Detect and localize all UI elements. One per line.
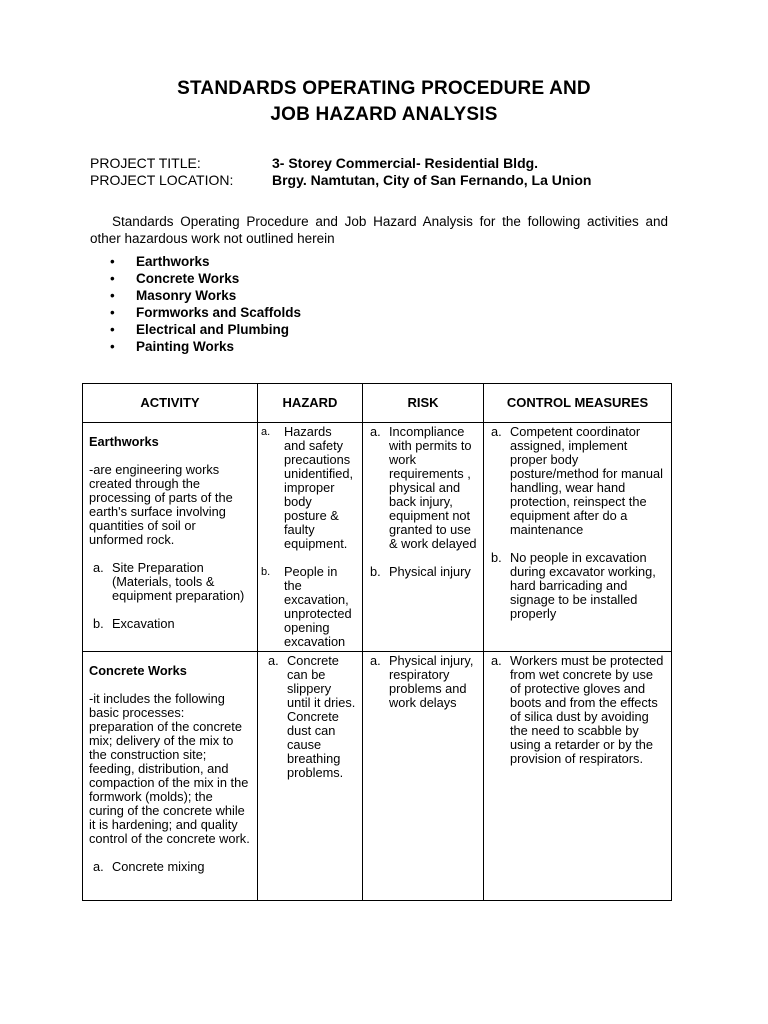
header-activity: ACTIVITY xyxy=(83,384,258,423)
intro-paragraph: Standards Operating Procedure and Job Hazard Analysis for the following activities and other hazardous work not outlined herein xyxy=(90,214,668,246)
activity-description: -it includes the following basic processes: preparation of the concrete mix; delivery of the mix to the construction site; feeding, distribution, and compaction of the mix in the formwork (molds); the curing of the concrete while it is hardening; and quality control of the concrete work. xyxy=(89,691,250,846)
document-title-line-2: JOB HAZARD ANALYSIS xyxy=(270,104,498,125)
list-item: a. Concrete mixing xyxy=(93,859,205,874)
document-title-line-1: STANDARDS OPERATING PROCEDURE AND xyxy=(177,78,591,99)
list-item: b. No people in excavation during excavator working, hard barricading and signage to be installed properly xyxy=(491,550,656,621)
table-row xyxy=(83,423,672,652)
list-item: b. Excavation xyxy=(93,616,175,631)
header-risk: RISK xyxy=(363,384,484,423)
bullet-item: • Electrical and Plumbing xyxy=(110,322,290,337)
bullet-icon: • xyxy=(110,254,115,269)
activity-steps xyxy=(89,860,251,874)
job-hazard-analysis-table xyxy=(82,383,672,901)
bullet-item: • Concrete Works xyxy=(110,271,240,286)
project-location-label: PROJECT LOCATION: xyxy=(90,172,234,188)
risk-list xyxy=(366,425,477,579)
bullet-item: • Painting Works xyxy=(110,339,235,354)
control-measures-list xyxy=(487,425,665,621)
activity-steps xyxy=(89,561,251,631)
project-title-label: PROJECT TITLE: xyxy=(90,155,201,171)
list-item: a. Incompliance with permits to work requirements , physical and back injury, equipment not granted to use & work delayed xyxy=(370,424,477,551)
list-item: b. People in the excavation, unprotected opening excavation xyxy=(261,564,352,649)
bullet-item: • Formworks and Scaffolds xyxy=(110,305,302,320)
bullet-icon: • xyxy=(110,288,115,303)
activity-cell xyxy=(83,652,258,901)
list-item: a. Competent coordinator assigned, implement proper body posture/method for manual handling, wear hand protection, reinspect the equipment after do a maintenance xyxy=(491,424,663,537)
bullet-icon: • xyxy=(110,305,115,320)
table-header-row xyxy=(83,384,672,423)
list-item: a. Physical injury, respiratory problems and work delays xyxy=(370,653,474,710)
hazard-cell xyxy=(258,652,363,901)
activity-cell xyxy=(83,423,258,652)
list-item: a. Workers must be protected from wet concrete by use of protective gloves and boots and from the effects of silica dust by avoiding the need to scabble by using a retarder or by the provision of respirators. xyxy=(491,653,664,766)
risk-cell xyxy=(363,652,484,901)
header-hazard: HAZARD xyxy=(258,384,363,423)
project-title-value: 3- Storey Commercial- Residential Bldg. xyxy=(272,155,539,171)
risk-list xyxy=(366,654,477,710)
bullet-icon: • xyxy=(110,339,115,354)
activity-name: Concrete Works xyxy=(89,663,187,678)
header-control-measures: CONTROL MEASURES xyxy=(484,384,672,423)
bullet-item: • Earthworks xyxy=(110,254,210,269)
control-measures-cell xyxy=(484,423,672,652)
table-row xyxy=(83,652,672,901)
bullet-icon: • xyxy=(110,271,115,286)
bullet-item: • Masonry Works xyxy=(110,288,237,303)
hazard-list xyxy=(264,654,356,780)
list-item: a. Concrete can be slippery until it dries. Concrete dust can cause breathing problems. xyxy=(268,653,356,780)
list-item: a. Hazards and safety precautions unidentified, improper body posture & faulty equipment. xyxy=(261,424,354,551)
control-measures-list xyxy=(487,654,665,766)
control-measures-cell xyxy=(484,652,672,901)
list-item: a. Site Preparation (Materials, tools & equipment preparation) xyxy=(93,560,245,603)
project-location-value: Brgy. Namtutan, City of San Fernando, La Union xyxy=(272,172,592,188)
activity-name: Earthworks xyxy=(89,434,159,449)
bullet-icon: • xyxy=(110,322,115,337)
risk-cell xyxy=(363,423,484,652)
activity-description: -are engineering works created through the processing of parts of the earth's surface involving quantities of soil or unformed rock. xyxy=(89,462,233,547)
hazard-list xyxy=(261,425,356,649)
list-item: b. Physical injury xyxy=(370,564,471,579)
activity-bullet-list xyxy=(110,253,301,355)
hazard-cell xyxy=(258,423,363,652)
